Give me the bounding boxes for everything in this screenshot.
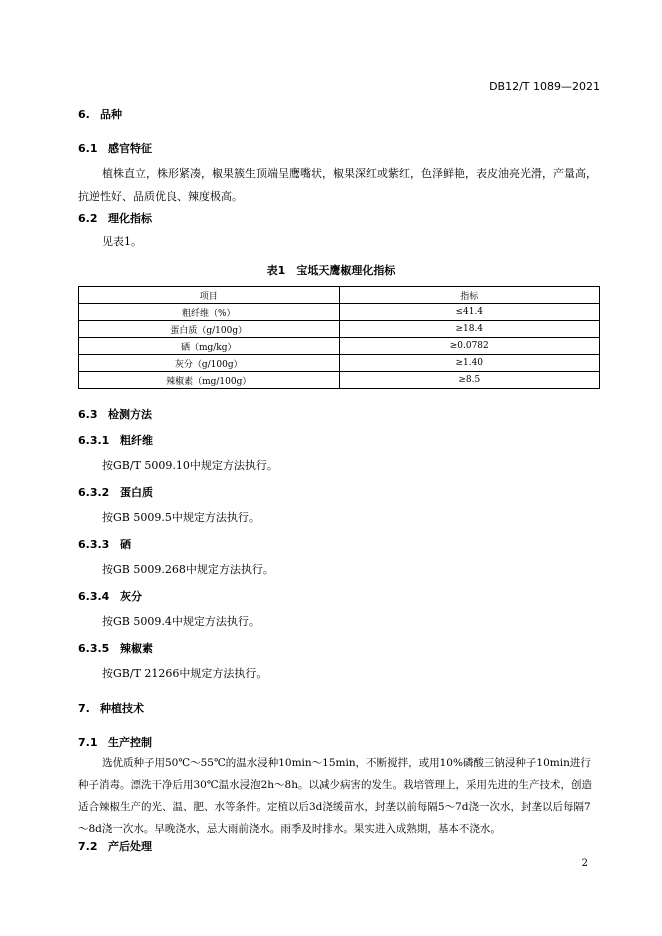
section-7-2-heading <box>78 838 152 854</box>
table-cell-item: 灰分（g/100g） <box>79 355 340 372</box>
section-number: 6.3.1 <box>78 434 110 447</box>
section-title: 感官特征 <box>108 142 152 155</box>
table-header-index: 指标 <box>339 287 600 304</box>
section-6-1-body: 植株直立，株形紧凑，椒果簇生顶端呈鹰嘴状，椒果深红或紫红，色泽鲜艳，表皮油亮光滑，产量高，抗逆性好、品质优良、辣度极高。 <box>78 167 597 203</box>
section-number: 6. <box>78 108 90 121</box>
section-6-3-1-heading <box>78 432 153 448</box>
section-7-1-body: 选优质种子用50℃～55℃的温水浸种10min～15min，不断搅拌，或用10%磷酸三钠浸种子10min进行种子消毒。漂洗干净后用30℃温水浸泡2h～8h。以减少病害的发生。栽培管理上，采用先进的生产技术，创造适合辣椒生产的光、温、肥、水等条件。定植以后3d浇缓苗水，封垄以前每隔5～7d浇一次水，封垄以后每隔7～8d浇一次水。早晚浇水，忌大雨前浇水。雨季及时排水。果实进入成熟期，基本不浇水。 <box>78 757 592 835</box>
section-number: 7.2 <box>78 840 98 853</box>
section-title: 硒 <box>120 538 131 551</box>
table-row <box>79 304 600 321</box>
section-6-3-3-heading <box>78 536 131 552</box>
table-row <box>79 372 600 389</box>
table-cell-value: ≥8.5 <box>339 372 600 389</box>
table-header-row <box>79 287 600 304</box>
table-cell-item: 蛋白质（g/100g） <box>79 321 340 338</box>
section-6-heading <box>78 106 122 122</box>
section-number: 6.3.4 <box>78 590 110 603</box>
table-row <box>79 355 600 372</box>
physicochemical-table <box>78 286 600 389</box>
section-number: 6.3.2 <box>78 486 110 499</box>
section-title: 检测方法 <box>108 408 152 421</box>
section-title: 品种 <box>100 108 122 121</box>
section-6-3-heading <box>78 406 152 422</box>
table-cell-item: 粗纤维（%） <box>79 304 340 321</box>
section-number: 6.3.5 <box>78 642 110 655</box>
section-6-3-2-heading <box>78 484 153 500</box>
section-title: 粗纤维 <box>120 434 153 447</box>
section-title: 理化指标 <box>108 212 152 225</box>
table-cell-item: 硒（mg/kg） <box>79 338 340 355</box>
section-number: 6.2 <box>78 212 98 225</box>
section-title: 产后处理 <box>108 840 152 853</box>
section-6-3-4-heading <box>78 588 142 604</box>
section-6-3-1-body: 按GB/T 5009.10中规定方法执行。 <box>102 459 278 472</box>
section-title: 辣椒素 <box>120 642 153 655</box>
table-cell-item: 辣椒素（mg/100g） <box>79 372 340 389</box>
section-number: 6.1 <box>78 142 98 155</box>
section-number: 6.3 <box>78 408 98 421</box>
table-row <box>79 321 600 338</box>
section-6-3-4-body: 按GB 5009.4中规定方法执行。 <box>102 615 260 628</box>
section-6-3-5-heading <box>78 640 153 656</box>
section-number: 6.3.3 <box>78 538 110 551</box>
section-number: 7.1 <box>78 736 98 749</box>
table-cell-value: ≤41.4 <box>339 304 600 321</box>
section-title: 蛋白质 <box>120 486 153 499</box>
section-6-3-3-body: 按GB 5009.268中规定方法执行。 <box>102 563 274 576</box>
table-cell-value: ≥1.40 <box>339 355 600 372</box>
section-6-3-2-body: 按GB 5009.5中规定方法执行。 <box>102 511 260 524</box>
table-header-item: 项目 <box>79 287 340 304</box>
section-6-2-heading <box>78 210 152 226</box>
section-title: 生产控制 <box>108 736 152 749</box>
table-cell-value: ≥18.4 <box>339 321 600 338</box>
section-title: 种植技术 <box>100 702 144 715</box>
section-title: 灰分 <box>120 590 142 603</box>
section-6-3-5-body: 按GB/T 21266中规定方法执行。 <box>102 667 268 680</box>
document-id: DB12/T 1089—2021 <box>489 80 600 93</box>
section-number: 7. <box>78 702 90 715</box>
section-7-1-heading <box>78 734 152 750</box>
page-number: 2 <box>581 858 588 869</box>
section-6-1-heading <box>78 140 152 156</box>
section-7-heading <box>78 700 144 716</box>
table-cell-value: ≥0.0782 <box>339 338 600 355</box>
table-caption: 表1 宝坻天鹰椒理化指标 <box>266 264 396 277</box>
section-6-2-body: 见表1。 <box>102 235 142 248</box>
table-row <box>79 338 600 355</box>
